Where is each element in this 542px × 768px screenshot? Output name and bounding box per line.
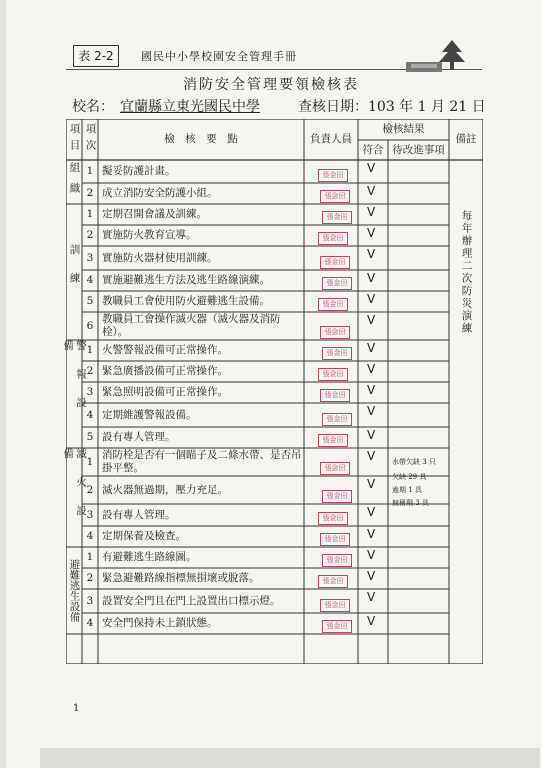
compliance-mark: V [367,569,376,583]
check-point: 成立消防安全防護小組。 [102,187,218,199]
compliance-mark: V [367,271,376,285]
header-item: 項目 [68,123,81,156]
check-point: 緊急避難路線指標無損壞或脫落。 [102,572,260,584]
personnel-seal: 張金田 [318,512,348,525]
row-number: 1 [86,455,94,468]
header-note: 備註 [455,133,477,145]
page-number: 1 [73,703,80,714]
group-label: 避難逃生設備 [68,559,81,622]
compliance-mark: V [367,614,376,628]
compliance-mark: V [367,362,376,376]
row-number: 5 [86,431,94,443]
personnel-seal: 張金田 [320,462,350,475]
check-point: 火警警報設備可正常操作。 [102,344,228,356]
check-date-value: 103 年 1 月 21 日 [368,99,486,115]
check-point: 實施防火教育宣導。 [102,229,197,241]
row-number: 1 [86,208,94,220]
improvement-note: 水帶欠缺 3 只 [392,457,436,466]
row-number: 2 [86,229,94,241]
remarks-text: 每年辦理二次防災演練 [460,209,473,335]
personnel-seal: 張金田 [320,533,350,546]
row-number: 6 [86,319,94,332]
checklist-table [62,119,483,664]
group-label: 滅火設備 [62,448,87,534]
row-number: 5 [86,295,94,307]
header-person: 負責人員 [310,133,352,145]
compliance-mark: V [367,161,376,175]
row-number: 4 [86,617,94,629]
check-point: 有避難逃生路線圖。 [102,551,197,563]
personnel-seal: 張金田 [322,413,352,426]
check-point: 安全門保持未上鎖狀態。 [102,617,218,629]
compliance-mark: V [367,449,376,463]
row-number: 1 [86,551,94,563]
row-number: 3 [86,594,94,607]
check-point: 緊急廣播設備可正常操作。 [102,365,228,377]
school-name [72,96,260,116]
check-point: 教職員工會操作滅火器（滅火器及消防栓）。 [102,313,281,338]
row-number: 2 [86,365,94,377]
compliance-mark: V [367,226,376,240]
check-point: 滅火器無過期，壓力充足。 [102,483,228,496]
check-point: 教職員工會使用防火避難逃生設備。 [102,295,270,307]
personnel-seal: 張金田 [320,389,350,402]
personnel-seal: 張金田 [322,554,352,567]
personnel-seal: 張金田 [322,347,352,360]
row-number: 2 [86,572,94,584]
personnel-seal: 張金田 [322,490,352,503]
check-point: 定期維護警報設備。 [102,408,197,421]
row-number: 3 [86,386,94,398]
check-point: 定期保養及檢查。 [102,530,186,542]
check-point: 定期召開會議及訓練。 [102,208,207,220]
tree-logo-icon [406,40,466,72]
row-number: 3 [86,508,94,521]
row-number: 1 [86,344,94,356]
personnel-seal: 張金田 [318,298,348,311]
personnel-seal: 張金田 [320,190,350,203]
manual-title: 國民中小學校園安全管理手冊 [141,50,297,63]
personnel-seal: 張金田 [322,620,352,633]
row-number: 1 [86,165,94,177]
compliance-mark: V [367,292,376,306]
check-point: 實施避難逃生方法及逃生路線演練。 [102,274,270,286]
group-label: 組織 [68,161,81,203]
check-point: 消防栓是否有一個瞄子及二條水帶、是否吊掛平整。 [102,449,302,474]
check-point: 擬妥防護計畫。 [102,165,176,177]
row-number: 4 [86,274,94,286]
compliance-mark: V [367,527,376,541]
check-date [298,96,486,116]
compliance-mark: V [367,428,376,442]
school-value: 宜蘭縣立東光國民中學 [120,99,260,115]
improvement-note: 欠缺 29 具 逾期 1 具 無稱劑 3 具 [392,472,429,507]
compliance-mark: V [367,247,376,261]
compliance-mark: V [367,383,376,397]
row-number: 4 [86,530,94,542]
check-point: 設置安全門且在門上設置出口標示燈。 [102,594,281,607]
scan-edge-bottom [40,748,540,768]
compliance-mark: V [367,313,376,327]
header-points: 檢 核 要 點 [164,133,238,145]
group-label: 警報設備 [62,340,87,426]
row-number: 4 [86,408,94,421]
header-ok: 符合 [362,143,384,156]
row-number: 2 [86,483,94,496]
row-number: 2 [86,187,94,199]
compliance-mark: V [367,548,376,562]
personnel-seal: 張金田 [322,211,352,224]
personnel-seal: 張金田 [318,232,348,245]
personnel-seal: 張金田 [318,434,348,447]
group-label: 訓練 [68,243,81,301]
compliance-mark: V [367,184,376,198]
scan-edge-left [0,0,6,768]
header-todo: 待改進事項 [392,143,445,156]
document-title: 消防安全管理要領檢核表 [183,77,359,93]
check-point: 設有專人管理。 [102,431,176,443]
compliance-mark: V [367,205,376,219]
personnel-seal: 張金田 [320,326,350,339]
personnel-seal: 張金田 [322,277,352,290]
school-label: 校名： [72,99,114,115]
check-point: 緊急照明設備可正常操作。 [102,386,228,398]
compliance-mark: V [367,505,376,519]
header-result: 檢核結果 [382,123,425,135]
personnel-seal: 張金田 [318,575,348,588]
row-number: 3 [86,251,94,264]
personnel-seal: 張金田 [318,368,348,381]
personnel-seal: 張金田 [318,169,348,182]
compliance-mark: V [367,590,376,604]
personnel-seal: 張金田 [320,256,350,269]
table-number-badge: 表 2-2 [73,45,119,67]
header-no: 項次 [84,123,97,156]
compliance-mark: V [367,404,376,418]
compliance-mark: V [367,341,376,355]
check-point: 設有專人管理。 [102,508,176,521]
check-date-label: 查核日期： [298,99,368,115]
compliance-mark: V [367,477,376,491]
check-point: 實施防火器材使用訓練。 [102,251,218,264]
personnel-seal: 張金田 [320,599,350,612]
